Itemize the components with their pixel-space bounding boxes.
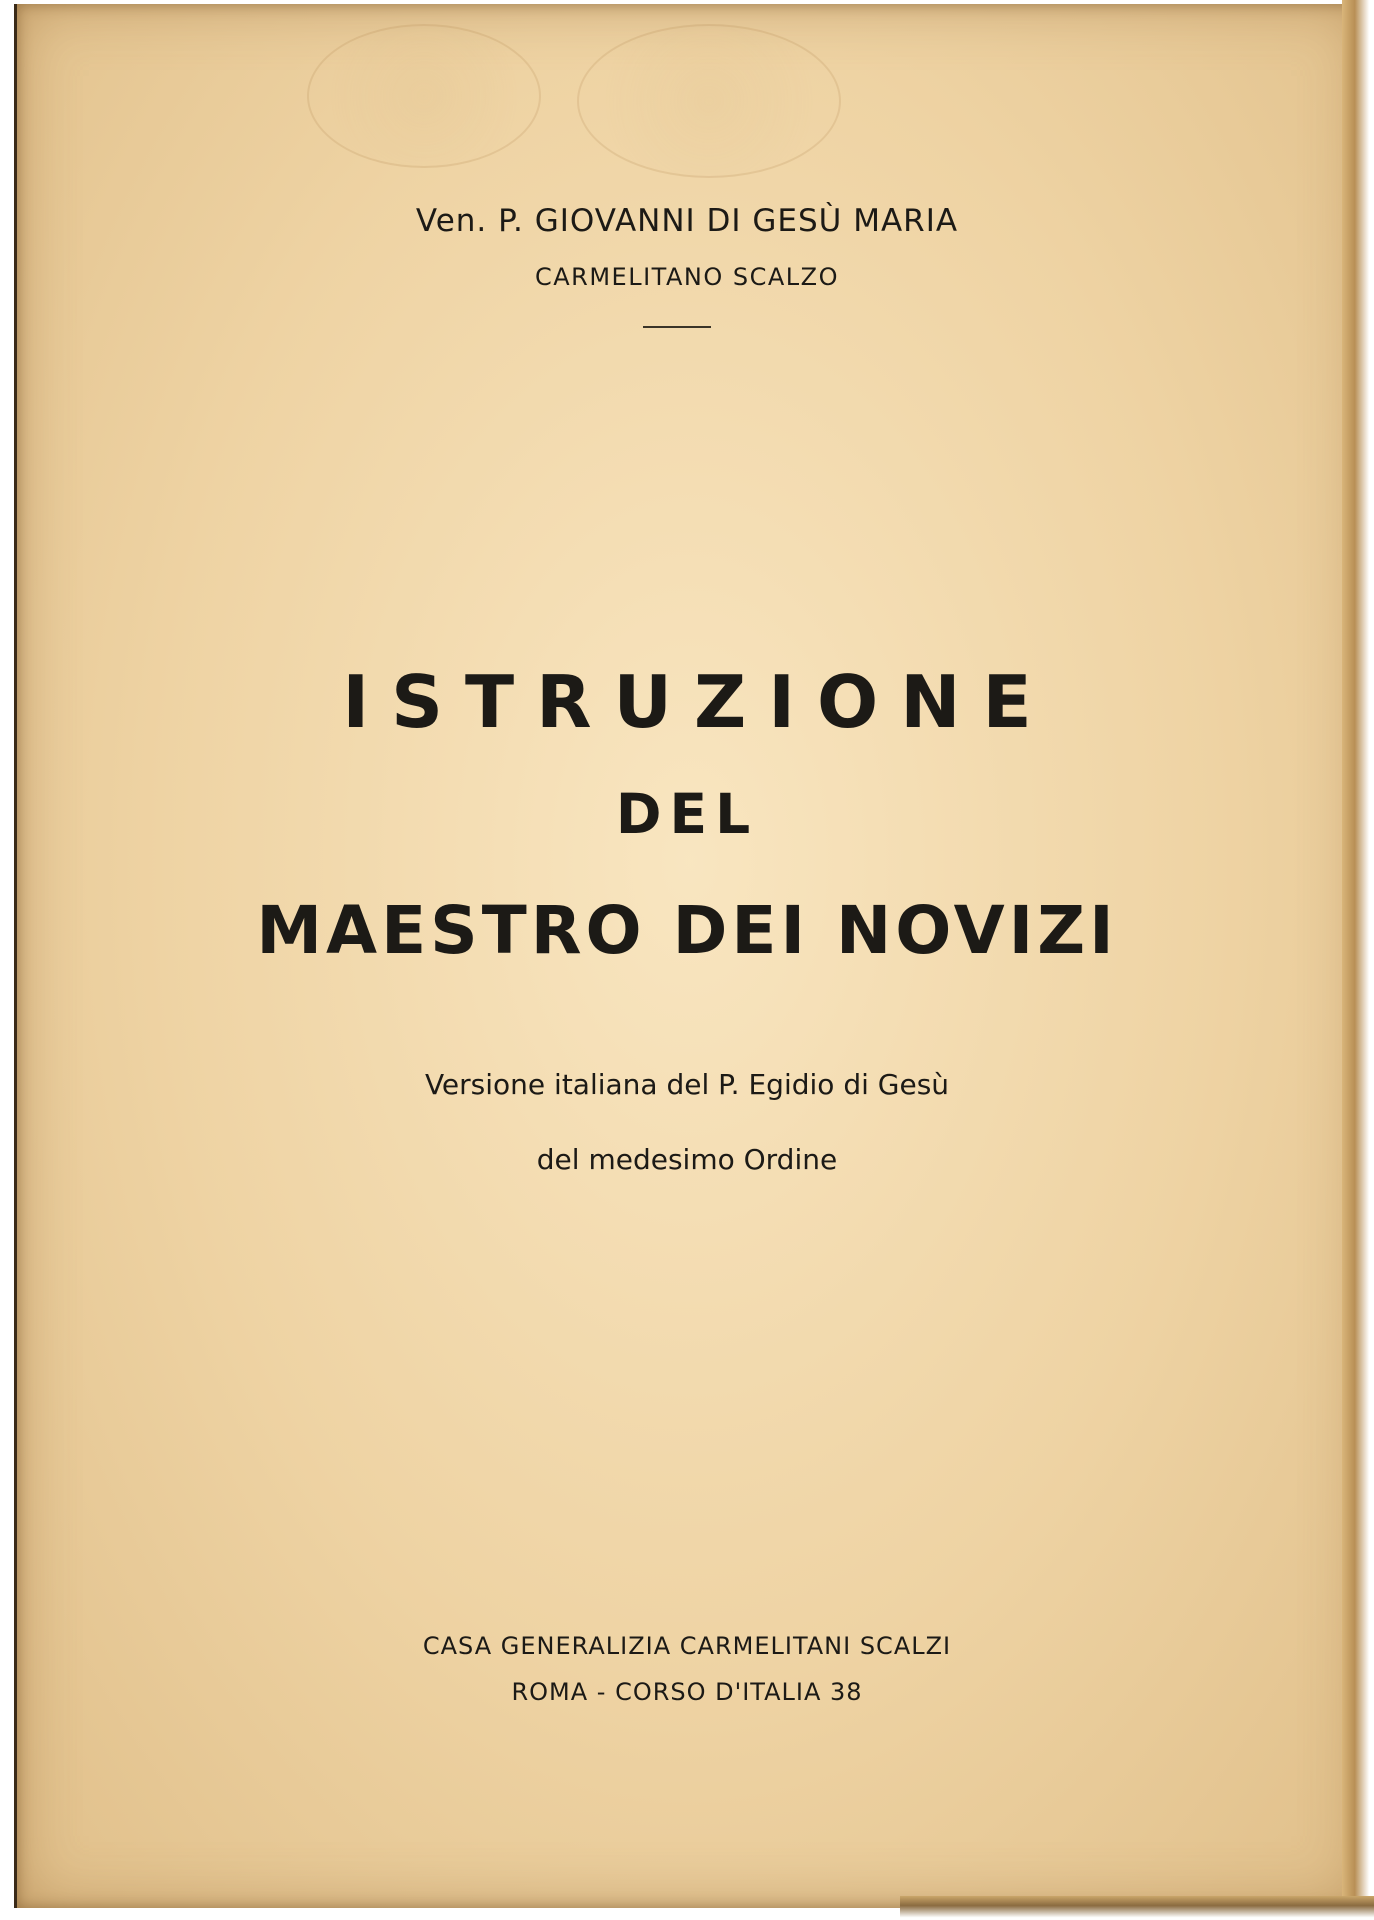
author-name: Ven. P. GIOVANNI DI GESÙ MARIA <box>415 203 959 239</box>
translation-credit: Versione italiana del P. Egidio di Gesù <box>424 1068 950 1101</box>
title-line-2: DEL <box>615 782 759 846</box>
author-order: CARMELITANO SCALZO <box>535 263 839 291</box>
publisher-address: ROMA - CORSO D'ITALIA 38 <box>511 1678 863 1706</box>
divider-rule <box>643 326 711 328</box>
title-line-3: MAESTRO DEI NOVIZI <box>256 892 1118 969</box>
page-edge-bottom <box>900 1896 1374 1920</box>
publisher-name: CASA GENERALIZIA CARMELITANI SCALZI <box>422 1632 952 1660</box>
paper-stain <box>307 24 541 168</box>
translation-credit-order: del medesimo Ordine <box>536 1143 838 1176</box>
paper-stain <box>577 24 841 178</box>
title-line-1: ISTRUZIONE <box>342 660 1054 744</box>
